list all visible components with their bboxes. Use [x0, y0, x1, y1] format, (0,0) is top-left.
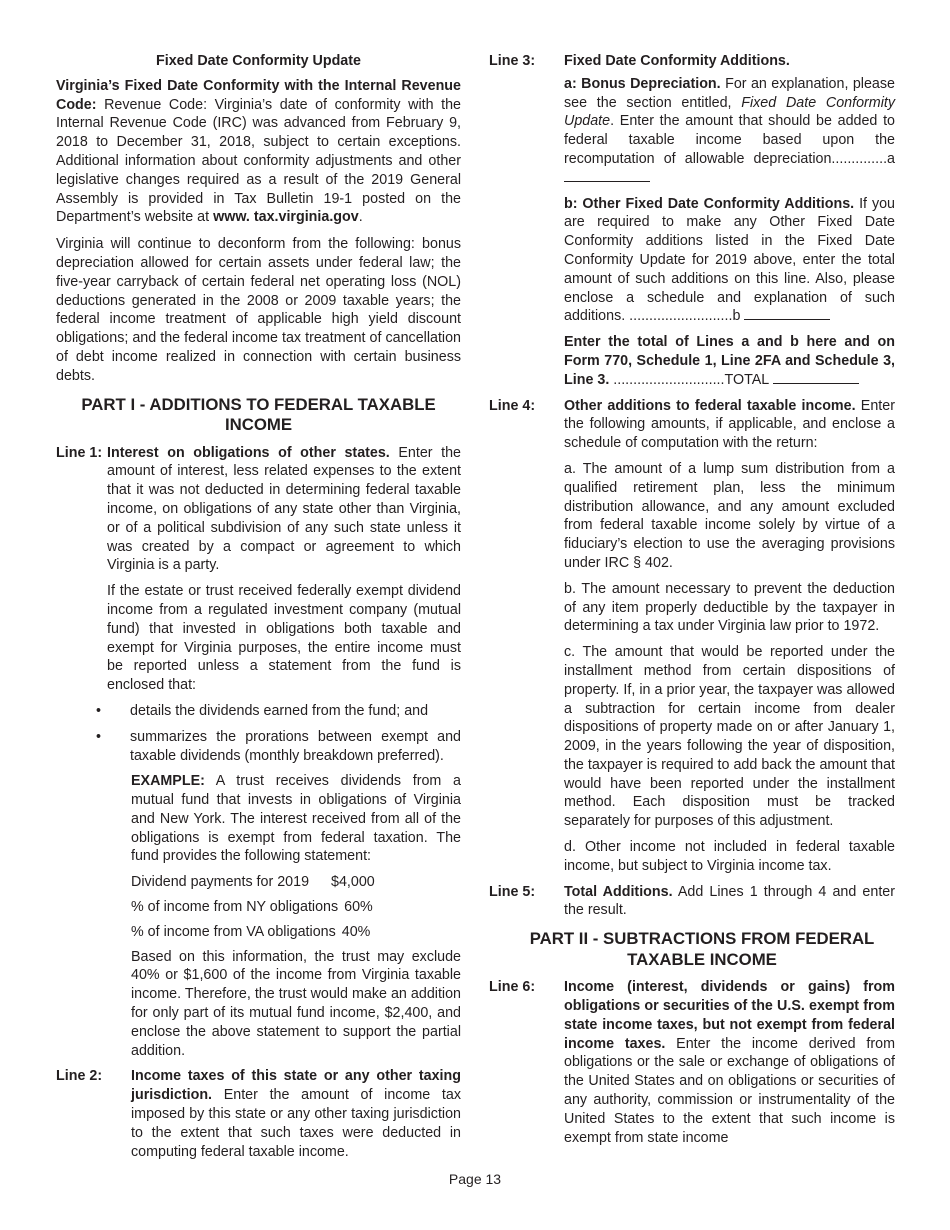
line3-title: Fixed Date Conformity Additions.	[564, 53, 790, 69]
bullet-dot: •	[96, 702, 102, 719]
line1-body: Enter the amount of interest, less related expenses to the extent that it was not deducted in determining federal taxable income, on obligations of any state other than Virginia, or of a political subdivision of any such state unless it was created by a compact or agreement to which Virginia is a party.	[107, 444, 461, 574]
line2-text	[131, 1067, 461, 1161]
line3a-input[interactable]	[564, 169, 650, 182]
section-title: Fixed Date Conformity Update	[156, 53, 361, 69]
example-paragraph	[131, 772, 461, 866]
line4b-text: b. The amount necessary to prevent the deduction of any item properly deductible by the taxpayer in determining a tax under Virginia law prior to 1972.	[564, 580, 895, 635]
bullet-text-1: details the dividends earned from the fund; and	[130, 702, 429, 719]
line1-label: Line 1:	[56, 444, 103, 461]
line6-label: Line 6:	[489, 979, 536, 996]
line3-total	[564, 333, 895, 389]
line3a-italic: Fixed Date Conformity Update	[564, 94, 895, 130]
line6-text	[564, 978, 895, 1147]
line4-bold: Other additions to federal taxable income.	[564, 397, 856, 414]
bullet-text-2: summarizes the prorations between exempt and taxable dividends (monthly breakdown preferred).	[130, 728, 461, 764]
bullet-item	[96, 702, 461, 721]
line2-label: Line 2:	[56, 1068, 103, 1085]
bullet-item	[96, 728, 461, 766]
intro-text: Revenue Code: Virginia’s date of conformity with the Internal Revenue Code (IRC) was advanced from February 9, 2018 to December 31, 2018, subject to certain exceptions. Additional information about conformity adjustments and other legislative changes required as a result of the 2019 General Assembly is provided in Tax Bulletin 19-1 posted on the Department’s website at	[56, 96, 461, 226]
line6-block	[489, 978, 895, 1147]
right-column	[489, 52, 895, 1147]
line3a-text	[564, 75, 895, 188]
statement-row	[131, 923, 461, 942]
intro-bold: Virginia’s Fixed Date Conformity with the Internal Revenue Code:	[56, 77, 461, 113]
website-link[interactable]: www. tax.virginia.gov	[213, 209, 359, 226]
statement-row	[131, 898, 461, 917]
line3-total-body: ............................TOTAL	[609, 371, 769, 388]
statement-value: 40%	[341, 923, 371, 940]
line2-block	[56, 1067, 461, 1161]
line3-total-input[interactable]	[773, 371, 859, 384]
line1-text	[107, 444, 461, 576]
line5-bold: Total Additions.	[564, 883, 673, 900]
example-text: A trust receives dividends from a mutual fund that invests in obligations of Virginia and New York. The interest received from all of the obligations is exempt from federal taxation. The fund provides the following statement:	[131, 773, 461, 865]
line4-label: Line 4:	[489, 397, 536, 414]
line6-bold: Income (interest, dividends or gains) from obligations or securities of the U.S. exempt from state income taxes, but not exempt from federal income taxes.	[564, 979, 895, 1052]
left-column	[56, 52, 461, 1161]
line3-block	[489, 52, 895, 71]
statement-label: % of income from VA obligations	[131, 923, 336, 940]
intro-end: .	[358, 209, 363, 226]
line3-label: Line 3:	[489, 53, 536, 69]
line3b-bold: b: Other Fixed Date Conformity Additions.	[564, 195, 855, 212]
line3-total-bold: Enter the total of Lines a and b here and on Form 770, Schedule 1, Line 2FA and Schedule 3, Line 3.	[564, 334, 895, 388]
example-result: Based on this information, the trust may exclude 40% or $1,600 of the income from Virginia taxable income. Therefore, the trust would make an addition for only part of its mutual fund income, $2,400, and enclose the above statement to support the partial addition.	[131, 948, 461, 1059]
line4d-text: d. Other income not included in federal taxable income, but subject to Virginia income tax.	[564, 839, 895, 874]
statement-label: Dividend payments for 2019	[131, 874, 310, 891]
line1-block	[56, 444, 461, 576]
statement-value: $4,000	[331, 874, 375, 891]
statement-value: 60%	[344, 899, 373, 916]
line3a-body2: . Enter the amount that should be added to federal taxable income based upon the recomputation of allowable depreciation..............a	[564, 113, 895, 167]
line4c-text: c. The amount that would be reported under the installment method from certain dispositions of property. If, in a prior year, the taxpayer was allowed a subtraction for certain income from dealer dispositions of property made on or after January 1, 2009, in the years following the year of disposition, the taxpayer is required to add back the amount that would have been reported under the installment method. Each disposition must be tracked separately for purposes of this adjustment.	[564, 644, 895, 830]
line4-body: Enter the following amounts, if applicable, and enclose a schedule of computation with the return:	[564, 397, 895, 452]
line3a-bold: a: Bonus Depreciation.	[564, 75, 721, 92]
line3b-body: If you are required to make any Other Fixed Date Conformity additions listed in the Fixed Date Conformity Update for 2019 above, enter the total amount of such additions on this line. Also, please enclose a schedule and explanation of such additions. ..........................b	[564, 195, 895, 325]
line4a-text: a. The amount of a lump sum distribution from a qualified retirement plan, less the minimum distribution allowance, and any amount excluded from federal taxable income solely by virtue of a fiduciary’s election to use the averaging provisions under IRC § 402.	[564, 460, 895, 571]
line5-label: Line 5:	[489, 883, 536, 900]
bullet-dot: •	[96, 728, 102, 745]
line5-block	[489, 883, 895, 921]
line4-block	[489, 397, 895, 453]
example-bold: EXAMPLE:	[131, 773, 205, 790]
intro-paragraph	[56, 77, 461, 227]
part2-heading: PART II - SUBTRACTIONS FROM FEDERAL TAXABLE INCOME	[529, 929, 875, 969]
line6-body: Enter the income derived from obligations or the sale or exchange of obligations of the United States and on obligations or securities of any authority, commission or instrumentality of the United States to the extent that such income is exempt from state income	[564, 1035, 895, 1146]
line2-bold: Income taxes of this state or any other taxing jurisdiction.	[131, 1068, 461, 1104]
page-number: Page 13	[448, 1171, 502, 1187]
line3b-input[interactable]	[744, 307, 830, 320]
line4-text	[564, 397, 895, 453]
part1-heading: PART I - ADDITIONS TO FEDERAL TAXABLE INCOME	[81, 394, 436, 435]
line1-para2: If the estate or trust received federally exempt dividend income from a regulated investment company (mutual fund) that invested in obligations both taxable and exempt for Virginia purposes, the entire income must be reported unless a statement from the fund is enclosed that:	[107, 583, 461, 694]
line3a-body: For an explanation, please see the section entitled,	[564, 75, 895, 111]
line5-text	[564, 883, 895, 921]
line1-bold: Interest on obligations of other states.	[107, 444, 390, 461]
statement-label: % of income from NY obligations	[131, 899, 339, 916]
statement-row	[131, 873, 461, 892]
line2-body: Enter the amount of income tax imposed by this state or any other taxing jurisdiction to the extent that such taxes were deducted in computing federal taxable income.	[131, 1087, 461, 1160]
line5-body: Add Lines 1 through 4 and enter the result.	[564, 883, 895, 919]
deconform-paragraph: Virginia will continue to deconform from the following: bonus depreciation allowed for certain assets under federal law; the five-year carryback of certain federal net operating loss (NOL) deductions generated in the 2008 or 2009 taxable years; the federal income treatment of applicable high yield discount obligations; and the federal income tax treatment of cancellation of debt income realized in connection with certain business debts.	[56, 236, 461, 384]
line3b-text	[564, 195, 895, 327]
